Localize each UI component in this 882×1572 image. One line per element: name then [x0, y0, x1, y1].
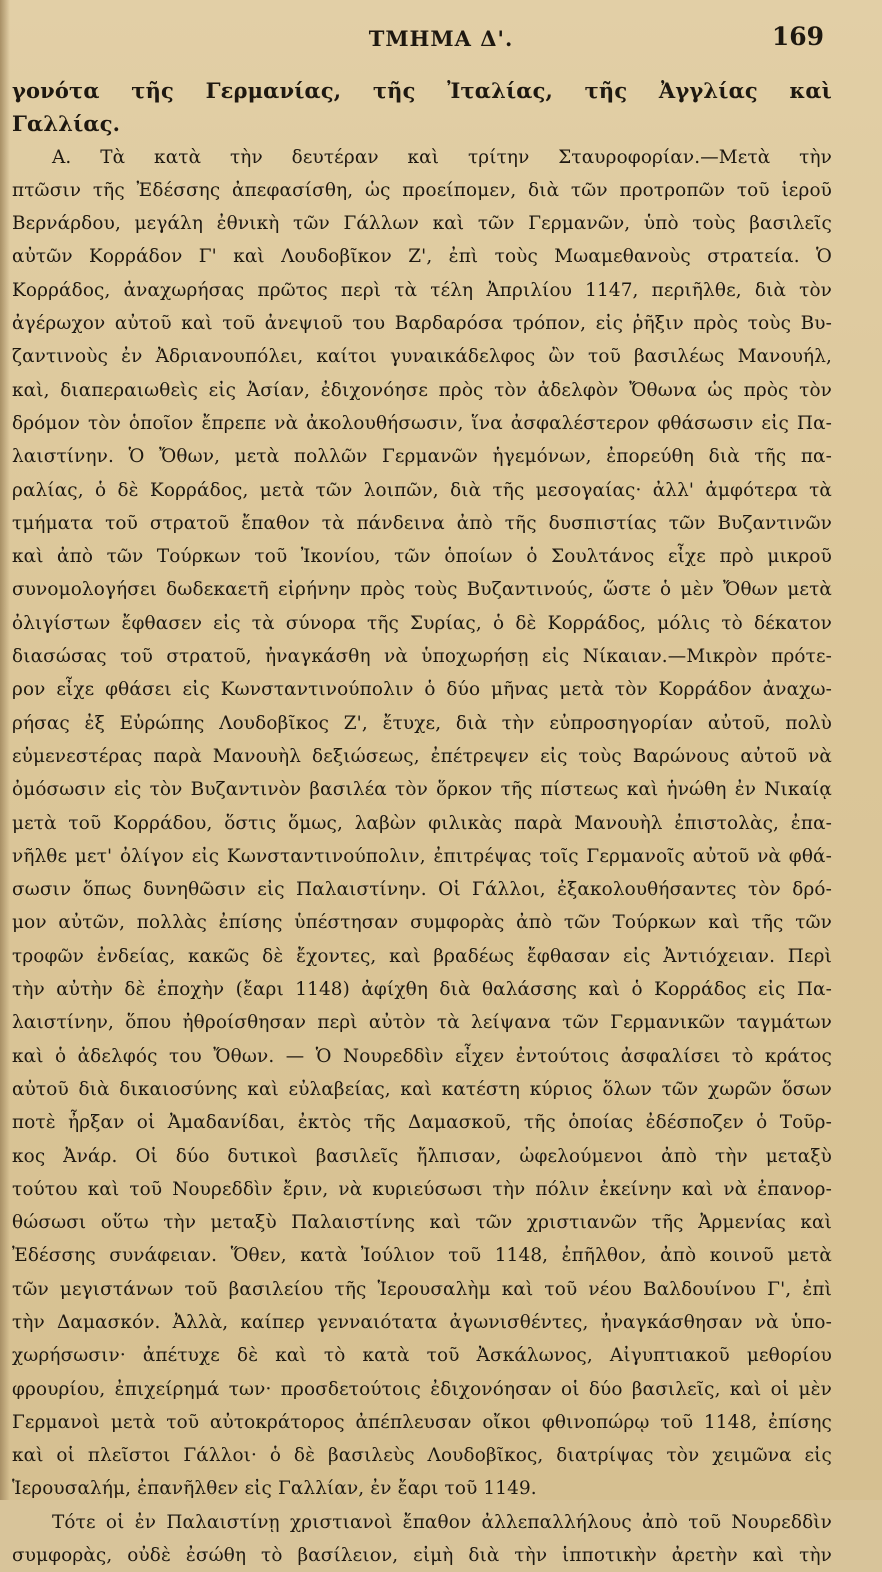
text-line: συνομολογήσει δωδεκαετῆ εἰρήνην πρὸς τοὺς Βυζαντινούς, ὥστε ὁ μὲν Ὄθων μετὰ: [12, 579, 832, 601]
text-line: ζαντινοὺς ἐν Ἀδριανουπόλει, καίτοι γυναικάδελφος ὢν τοῦ βασιλέως Μανουήλ,: [12, 346, 832, 368]
text-line: ὀμόσωσιν εἰς τὸν Βυζαντινὸν βασιλέα τὸν ὅρκον τῆς πίστεως καὶ ἡνώθη ἐν Νικαίᾳ: [12, 779, 832, 801]
text-line: καὶ, διαπεραιωθεὶς εἰς Ἀσίαν, ἐδιχονόησε πρὸς τὸν ἀδελφὸν Ὄθωνα ὡς πρὸς τὸν: [12, 379, 832, 401]
text-line: τμήματα τοῦ στρατοῦ ἔπαθον τὰ πάνδεινα ἀπὸ τῆς δυσπιστίας τῶν Βυζαντινῶν: [12, 512, 832, 534]
body-text: [12, 74, 832, 1572]
text-line: τὴν αὐτὴν δὲ ἐποχὴν (ἔαρι 1148) ἀφίχθη διὰ θαλάσσης καὶ ὁ Κορράδος εἰς Πα-: [12, 979, 832, 1001]
text-line: ποτὲ ἦρξαν οἱ Ἀμαδανίδαι, ἐκτὸς τῆς Δαμασκοῦ, τῆς ὁποίας ἐδέσποζεν ὁ Τοῦρ-: [12, 1112, 832, 1134]
paragraph-start-line: Τότε οἱ ἐν Παλαιστίνῃ χριστιανοὶ ἔπαθον ἀλλεπαλλήλους ἀπὸ τοῦ Νουρεδδὶν: [52, 1511, 832, 1533]
text-line: Γαλλίας.: [12, 111, 121, 137]
text-line: ραλίας, ὁ δὲ Κορράδος, μετὰ τῶν λοιπῶν, διὰ τῆς μεσογαίας· ἀλλ' ἀμφότερα τὰ: [12, 479, 832, 501]
text-line: χωρήσωσιν· ἀπέτυχε δὲ καὶ τὸ κατὰ τοῦ Ἀσκάλωνος, Αἰγυπτιακοῦ μεθορίου: [12, 1345, 832, 1367]
text-line: εὐμενεστέρας παρὰ Μανουὴλ δεξιώσεως, ἐπέτρεψεν εἰς τοὺς Βαρώνους αὐτοῦ νὰ: [12, 745, 832, 767]
text-line: νῆλθε μετ' ὀλίγον εἰς Κωνσταντινούπολιν, ἐπιτρέψας τοῖς Γερμανοῖς αὐτοῦ νὰ φθά-: [12, 845, 832, 867]
text-line: τροφῶν ἐνδείας, κακῶς δὲ ἔχοντες, καὶ βραδέως ἔφθασαν εἰς Ἀντιόχειαν. Περὶ: [12, 945, 832, 967]
running-head: ΤΜΗΜΑ Δ'.: [368, 26, 514, 51]
text-line: τῶν μεγιστάνων τοῦ βασιλείου τῆς Ἱερουσαλὴμ καὶ τοῦ νέου Βαλδουίνου Γ', ἐπὶ: [12, 1278, 832, 1300]
text-line: τὴν Δαμασκόν. Ἀλλὰ, καίπερ γενναιότατα ἀγωνισθέντες, ἠναγκάσθησαν νὰ ὑπο-: [12, 1311, 832, 1333]
text-line: καὶ οἱ πλεῖστοι Γάλλοι· ὁ δὲ βασιλεὺς Λουδοβῖκος, διατρίψας τὸν χειμῶνα εἰς: [12, 1445, 832, 1467]
text-line: σωσιν ὅπως δυνηθῶσιν εἰς Παλαιστίνην. Οἱ Γάλλοι, ἐξακολουθήσαντες τὸν δρό-: [12, 879, 832, 901]
text-line: ὀλιγίστων ἔφθασεν εἰς τὰ σύνορα τῆς Συρίας, ὁ δὲ Κορράδος, μόλις τὸ δέκατον: [12, 612, 832, 634]
text-line: καὶ ὁ ἀδελφός του Ὄθων. — Ὁ Νουρεδδὶν εἶχεν ἐντούτοις ἀσφαλίσει τὸ κράτος: [12, 1045, 832, 1067]
text-line: τούτου καὶ τοῦ Νουρεδδὶν ἔριν, νὰ κυριεύσωσι τὴν πόλιν ἐκείνην καὶ νὰ ἐπανορ-: [12, 1178, 832, 1200]
text-line: λαιστίνην. Ὁ Ὄθων, μετὰ πολλῶν Γερμανῶν ἡγεμόνων, ἐπορεύθη διὰ τῆς πα-: [12, 446, 832, 468]
text-line: Κορράδος, ἀναχωρήσας πρῶτος περὶ τὰ τέλη Ἀπριλίου 1147, περιῆλθε, διὰ τὸν: [12, 279, 832, 301]
text-line: λαιστίνην, ὅπου ἠθροίσθησαν περὶ αὐτὸν τὰ λείψανα τῶν Γερμανικῶν ταγμάτων: [12, 1012, 832, 1034]
text-line: καὶ ἀπὸ τῶν Τούρκων τοῦ Ἰκονίου, τῶν ὁποίων ὁ Σουλτάνος εἶχε πρὸ μικροῦ: [12, 546, 832, 568]
text-line: μετὰ τοῦ Κορράδου, ὅστις ὅμως, λαβὼν φιλικὰς παρὰ Μανουὴλ ἐπιστολὰς, ἐπα-: [12, 812, 832, 834]
page-header: [0, 22, 882, 62]
text-line: γονότα τῆς Γερμανίας, τῆς Ἰταλίας, τῆς Ἀγγλίας καὶ: [12, 78, 832, 103]
text-line: Ἐδέσσης συνάφειαν. Ὅθεν, κατὰ Ἰούλιον τοῦ 1148, ἐπῆλθον, ἀπὸ κοινοῦ μετὰ: [12, 1245, 832, 1267]
text-line: αὐτῶν Κορράδον Γ' καὶ Λουδοβῖκον Ζ', ἐπὶ τοὺς Μωαμεθανοὺς στρατεία. Ὁ: [12, 246, 832, 268]
text-line: ρήσας ἐξ Εὐρώπης Λουδοβῖκος Ζ', ἔτυχε, διὰ τὴν εὐπροσηγορίαν αὐτοῦ, πολὺ: [12, 712, 832, 734]
text-line: δρόμον τὸν ὁποῖον ἔπρεπε νὰ ἀκολουθήσωσιν, ἵνα ἀσφαλέστερον φθάσωσιν εἰς Πα-: [12, 412, 832, 434]
text-line: μον αὐτῶν, πολλὰς ἐπίσης ὑπέστησαν συμφορὰς ἀπὸ τῶν Τούρκων καὶ τῆς τῶν: [12, 912, 832, 934]
text-line: πτῶσιν τῆς Ἐδέσσης ἀπεφασίσθη, ὡς προείπομεν, διὰ τῶν προτροπῶν τοῦ ἱεροῦ: [12, 179, 832, 201]
text-line: Ἱερουσαλήμ, ἐπανῆλθεν εἰς Γαλλίαν, ἐν ἔαρι τοῦ 1149.: [12, 1478, 537, 1500]
text-line: διασώσας τοῦ στρατοῦ, ἠναγκάσθη νὰ ὑποχωρήσῃ εἰς Νίκαιαν.—Μικρὸν πρότε-: [12, 646, 832, 668]
text-line: θώσωσι οὕτω τὴν μεταξὺ Παλαιστίνης καὶ τῶν χριστιανῶν τῆς Ἀρμενίας καὶ: [12, 1212, 832, 1234]
text-line: αὐτοῦ διὰ δικαιοσύνης καὶ εὐλαβείας, καὶ κατέστη κύριος ὅλων τῶν χωρῶν ὅσων: [12, 1078, 832, 1100]
text-line: Γερμανοὶ μετὰ τοῦ αὐτοκράτορος ἀπέπλευσαν οἴκοι φθινοπώρῳ τοῦ 1148, ἐπίσης: [12, 1411, 832, 1433]
page-number: 169: [771, 22, 824, 51]
text-line: ρον εἶχε φθάσει εἰς Κωνσταντινούπολιν ὁ δύο μῆνας μετὰ τὸν Κορράδον ἀναχω-: [12, 679, 832, 701]
text-line: ἀγέρωχον αὐτοῦ καὶ τοῦ ἀνεψιοῦ του Βαρδαρόσα τρόπον, εἰς ῥῆξιν πρὸς τοὺς Βυ-: [12, 313, 832, 335]
text-line: συμφορὰς, οὐδὲ ἐσώθη τὸ βασίλειον, εἰμὴ διὰ τὴν ἱπποτικὴν ἀρετὴν καὶ τὴν: [12, 1545, 832, 1567]
text-line: φρουρίου, ἐπιχείρημά των· προσδετούτοις ἐδιχονόησαν οἱ δύο βασιλεῖς, καὶ οἱ μὲν: [12, 1378, 832, 1400]
text-line: κος Ἀνάρ. Οἱ δύο δυτικοὶ βασιλεῖς ἤλπισαν, ὠφελούμενοι ἀπὸ τὴν μεταξὺ: [12, 1145, 832, 1167]
section-heading-line: Α. Τὰ κατὰ τὴν δευτέραν καὶ τρίτην Σταυροφορίαν.—Μετὰ τὴν: [52, 146, 832, 168]
text-line: Βερνάρδου, μεγάλη ἐθνικὴ τῶν Γάλλων καὶ τῶν Γερμανῶν, ὑπὸ τοὺς βασιλεῖς: [12, 213, 832, 235]
